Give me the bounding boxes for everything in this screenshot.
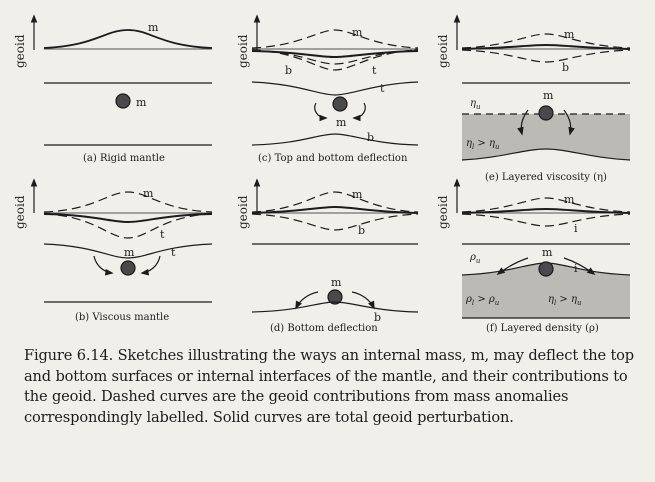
mass-label: m <box>136 96 147 109</box>
panel-f <box>436 180 630 334</box>
geoid-axis-label: geoid <box>13 195 27 229</box>
curve-label-m: m <box>143 187 154 200</box>
top-surface <box>252 82 418 95</box>
geoid-curve-i <box>462 214 630 226</box>
panel-caption: (b) Viscous mantle <box>75 312 170 323</box>
flow-arrow-right <box>354 103 365 118</box>
rho-inequality-label: $\rho_l > \rho_u$ <box>466 294 500 307</box>
flow-arrow-right <box>142 256 160 273</box>
surface-label-b: b <box>367 131 375 144</box>
lower-layer-fill <box>462 114 630 160</box>
geoid-curve-t <box>44 214 212 238</box>
rho-upper-label: $\rho_u$ <box>470 252 481 265</box>
panel-caption: (d) Bottom deflection <box>270 323 378 334</box>
panel-d <box>236 180 418 334</box>
geoid-axis-label: geoid <box>236 195 250 229</box>
geoid-curve-b <box>252 214 418 230</box>
eta-inequality-label: $\eta_l > \eta_u$ <box>466 138 500 151</box>
geoid-total-curve <box>252 207 418 213</box>
geoid-axis-label: geoid <box>436 195 450 229</box>
geoid-total-curve <box>252 51 418 57</box>
curve-label-m: m <box>148 21 159 34</box>
flow-arrow-left <box>296 292 318 308</box>
mass-label: m <box>331 276 342 289</box>
curve-label-b: b <box>285 64 293 77</box>
internal-mass <box>116 94 130 108</box>
geoid-axis-label: geoid <box>236 34 250 68</box>
curve-label-b: b <box>562 61 570 74</box>
panel-c <box>236 16 418 164</box>
geoid-total-curve <box>44 214 212 222</box>
eta-upper-label: $\eta_u$ <box>470 98 481 111</box>
curve-label-b: b <box>358 224 366 237</box>
surface-label-t: t <box>171 246 176 259</box>
geoid-curve-m <box>252 192 418 212</box>
eta-inequality-label: $\eta_l > \eta_u$ <box>548 294 582 307</box>
geoid-curve-m <box>252 30 418 48</box>
geoid-curve-b <box>462 50 630 62</box>
curve-label-m: m <box>564 193 575 206</box>
curve-label-i: i <box>574 222 578 235</box>
flow-arrow-left <box>94 256 112 273</box>
bottom-surface <box>252 134 418 145</box>
panel-e <box>436 16 630 183</box>
surface-label-b: b <box>374 311 382 324</box>
mass-label: m <box>124 246 135 259</box>
panel-caption: (f) Layered density (ρ) <box>486 323 599 334</box>
internal-mass <box>539 106 553 120</box>
internal-mass <box>539 262 553 276</box>
flow-arrow-left <box>315 103 326 118</box>
interface-label-i: i <box>574 262 578 275</box>
curve-label-m: m <box>352 26 363 39</box>
mass-label: m <box>336 116 347 129</box>
panel-a <box>13 16 212 164</box>
curve-label-t: t <box>160 228 165 241</box>
geoid-curve-m <box>44 192 212 212</box>
panel-b <box>13 180 212 323</box>
mass-label: m <box>543 89 554 102</box>
internal-mass <box>121 261 135 275</box>
internal-mass <box>333 97 347 111</box>
figure-caption: Figure 6.14. Sketches illustrating the ways an internal mass, m, may deflect the top and bottom surfaces or internal interfaces of the mantle, and their contributions to the geoid. Dashed curves are the geoid contributions from mass anomalies correspondingly labelled. Solid curves are total geoid perturbation. <box>24 347 635 427</box>
panel-caption: (a) Rigid mantle <box>83 153 165 164</box>
geoid-axis-label: geoid <box>436 34 450 68</box>
surface-label-t: t <box>380 82 385 95</box>
geoid-curve <box>44 30 212 48</box>
panel-caption: (c) Top and bottom deflection <box>258 153 408 164</box>
geoid-axis-label: geoid <box>13 34 27 68</box>
panel-caption: (e) Layered viscosity (η) <box>485 172 607 183</box>
curve-label-m: m <box>352 188 363 201</box>
mass-label: m <box>542 246 553 259</box>
curve-label-t: t <box>372 64 377 77</box>
curve-label-m: m <box>564 28 575 41</box>
